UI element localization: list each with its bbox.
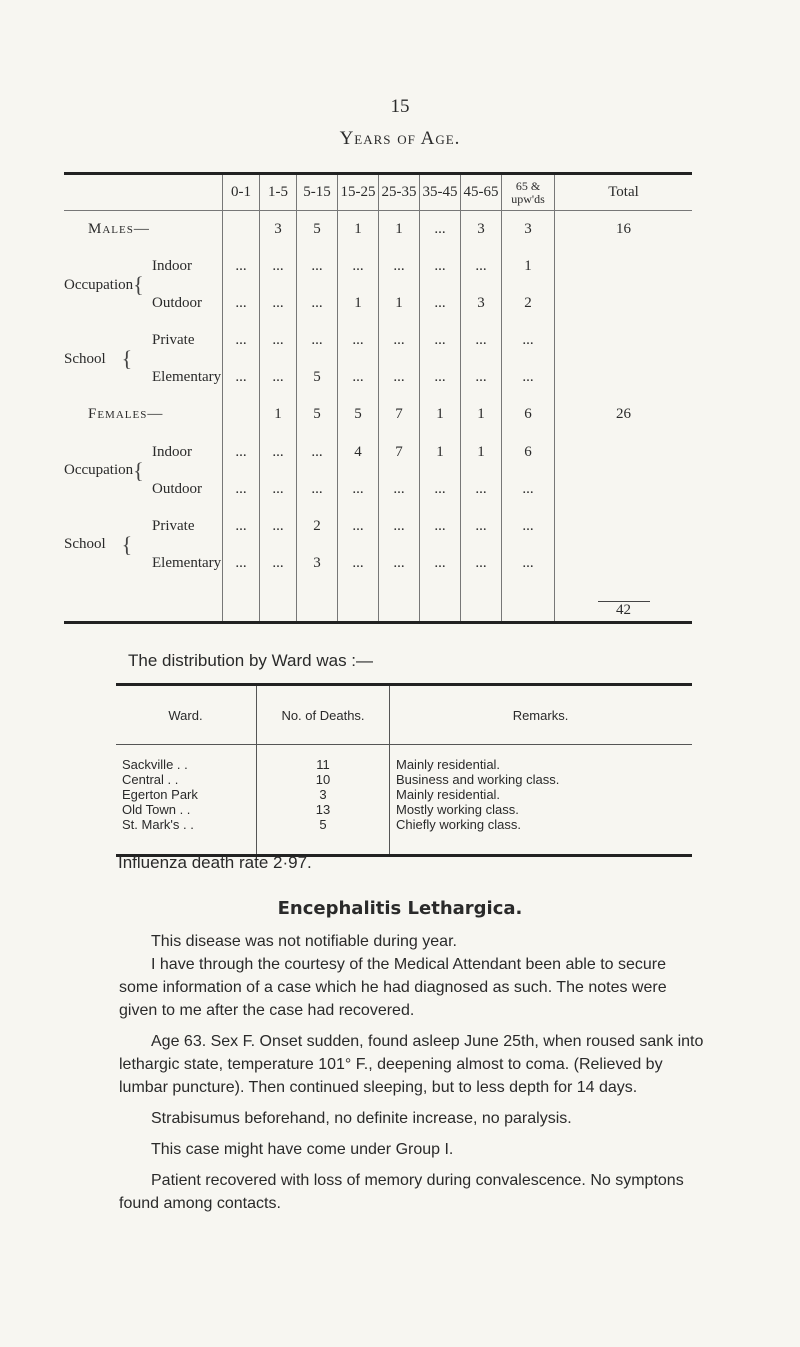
- row-label: Outdoor: [152, 480, 202, 497]
- col-header: 25-35: [379, 174, 420, 211]
- ward-name: Egerton Park: [122, 787, 198, 802]
- section-title: Encephalitis Lethargica.: [277, 898, 523, 919]
- age-cell: ...: [502, 359, 555, 396]
- row-label-header: [64, 174, 223, 211]
- table-row-total: [64, 582, 692, 623]
- col-header-65: [502, 174, 555, 211]
- age-cell: 5: [297, 211, 338, 249]
- age-cell: ...: [461, 545, 502, 582]
- influenza-rate: Influenza death rate 2·97.: [118, 853, 312, 872]
- age-cell: ...: [461, 322, 502, 359]
- brace-icon: {: [121, 346, 133, 372]
- table-row: [116, 787, 692, 802]
- brace-icon: {: [133, 272, 144, 298]
- age-cell: ...: [379, 471, 420, 508]
- row-total: [555, 322, 693, 359]
- deaths-header: No. of Deaths.: [257, 685, 390, 745]
- age-cell: ...: [297, 471, 338, 508]
- paragraph: I have through the courtesy of the Medical Attendant been able to secure some information of a case which he had diagnosed as such. The notes were given to me after the case had recovered.: [119, 956, 667, 1019]
- group-label: Occupation: [64, 462, 134, 479]
- age-cell: 1: [338, 211, 379, 249]
- table-row: [116, 817, 692, 856]
- age-cell: ...: [379, 359, 420, 396]
- age-cell: ...: [223, 322, 260, 359]
- row-label: Private: [152, 332, 195, 349]
- age-cell: ...: [338, 471, 379, 508]
- age-cell: ...: [461, 508, 502, 545]
- table-row: [64, 545, 692, 582]
- row-label: Males—: [88, 221, 150, 238]
- row-label: Elementary: [152, 554, 222, 571]
- age-cell: 2: [297, 508, 338, 545]
- ward-deaths: 13: [257, 802, 390, 817]
- table-row: [64, 508, 692, 545]
- age-cell: ...: [502, 508, 555, 545]
- age-cell: ...: [502, 545, 555, 582]
- age-cell: ...: [461, 359, 502, 396]
- age-cell: 3: [297, 545, 338, 582]
- age-cell: 1: [461, 433, 502, 470]
- age-cell: 3: [461, 211, 502, 249]
- col-header: 1-5: [260, 174, 297, 211]
- table-row: [64, 211, 692, 249]
- age-cell: ...: [461, 471, 502, 508]
- age-cell: 2: [502, 285, 555, 322]
- ward-deaths: 10: [257, 772, 390, 787]
- age-cell: 4: [338, 433, 379, 470]
- age-cell: ...: [223, 545, 260, 582]
- age-cell: 1: [420, 433, 461, 470]
- age-cell: ...: [502, 471, 555, 508]
- ward-deaths: 5: [257, 817, 390, 856]
- age-cell: 1: [420, 396, 461, 433]
- col-header-total: Total: [555, 174, 693, 211]
- ward-name: Old Town . .: [122, 802, 191, 817]
- table-row: [64, 396, 692, 433]
- row-total: [555, 508, 693, 545]
- age-cell: ...: [420, 285, 461, 322]
- paragraph: Strabisumus beforehand, no definite increase, no paralysis.: [151, 1110, 572, 1127]
- age-cell: ...: [260, 433, 297, 470]
- ward-remarks: Business and working class.: [396, 772, 560, 787]
- brace-icon: {: [133, 457, 144, 483]
- table-row: [64, 248, 692, 285]
- age-cell: 5: [297, 359, 338, 396]
- age-cell: 1: [260, 396, 297, 433]
- group-label: Occupation: [64, 276, 134, 293]
- age-cell: 1: [379, 285, 420, 322]
- age-cell: ...: [223, 433, 260, 470]
- page-number: 15: [390, 96, 410, 117]
- ward-remarks: Mainly residential.: [396, 757, 501, 772]
- age-cell: ...: [260, 545, 297, 582]
- age-cell: 1: [461, 396, 502, 433]
- age-cell: ...: [420, 545, 461, 582]
- age-cell: 1: [338, 285, 379, 322]
- group-label: School: [64, 350, 106, 367]
- table-row: [64, 433, 692, 470]
- age-cell: ...: [223, 471, 260, 508]
- age-cell: ...: [379, 322, 420, 359]
- col-header: 5-15: [297, 174, 338, 211]
- ward-deaths: 3: [257, 787, 390, 802]
- age-table: [64, 172, 692, 624]
- ward-remarks: Chiefly working class.: [390, 817, 693, 856]
- table-row: [116, 802, 692, 817]
- age-cell: 3: [260, 211, 297, 249]
- age-cell: ...: [260, 248, 297, 285]
- age-cell: ...: [379, 545, 420, 582]
- row-label: Females—: [88, 406, 164, 423]
- col-header-65-bottom: upw'ds: [511, 191, 545, 206]
- group-label: School: [64, 536, 106, 553]
- row-total: [555, 545, 693, 582]
- ward-name: Central . .: [122, 772, 179, 787]
- age-cell: ...: [379, 508, 420, 545]
- row-total: 26: [555, 396, 693, 433]
- age-cell: ...: [297, 248, 338, 285]
- paragraph: Patient recovered with loss of memory during convalescence. No symptons found among contacts.: [119, 1172, 684, 1212]
- age-cell: ...: [338, 359, 379, 396]
- age-cell: ...: [502, 322, 555, 359]
- age-cell: ...: [297, 285, 338, 322]
- age-cell: 3: [502, 211, 555, 249]
- age-cell: ...: [223, 508, 260, 545]
- age-cell: ...: [260, 285, 297, 322]
- age-cell: 6: [502, 433, 555, 470]
- age-cell: ...: [420, 322, 461, 359]
- age-cell: ...: [338, 508, 379, 545]
- row-label: Outdoor: [152, 295, 202, 312]
- age-cell: ...: [338, 545, 379, 582]
- ward-table: [116, 683, 692, 857]
- age-cell: ...: [461, 248, 502, 285]
- row-total: [555, 433, 693, 470]
- age-cell: ...: [420, 211, 461, 249]
- age-cell: ...: [338, 248, 379, 285]
- row-total: [555, 248, 693, 285]
- row-label: Indoor: [152, 258, 192, 275]
- table-row: [64, 285, 692, 322]
- table-row: [64, 359, 692, 396]
- table-row: [116, 772, 692, 787]
- age-cell: 3: [461, 285, 502, 322]
- age-cell: [223, 211, 260, 249]
- paragraph: This disease was not notifiable during year.: [151, 933, 457, 950]
- row-label: Elementary: [152, 369, 222, 386]
- age-cell: ...: [260, 322, 297, 359]
- ward-header: Ward.: [116, 685, 257, 745]
- age-cell: 1: [379, 211, 420, 249]
- paragraph: This case might have come under Group I.: [151, 1141, 454, 1158]
- age-cell: ...: [260, 508, 297, 545]
- table-row: [64, 322, 692, 359]
- age-cell: [223, 396, 260, 433]
- age-cell: ...: [420, 508, 461, 545]
- age-cell: ...: [297, 322, 338, 359]
- age-cell: ...: [420, 359, 461, 396]
- age-cell: ...: [223, 285, 260, 322]
- brace-icon: {: [121, 531, 133, 557]
- remarks-header: Remarks.: [390, 685, 693, 745]
- ward-name: Sackville . .: [122, 757, 188, 772]
- row-total: 16: [555, 211, 693, 249]
- age-cell: 5: [338, 396, 379, 433]
- body-text: [119, 930, 709, 1215]
- age-cell: ...: [223, 248, 260, 285]
- ward-name: St. Mark's . .: [116, 817, 257, 856]
- table-row: [64, 471, 692, 508]
- age-cell: ...: [297, 433, 338, 470]
- age-cell: 5: [297, 396, 338, 433]
- col-header: 45-65: [461, 174, 502, 211]
- row-label: Private: [152, 517, 195, 534]
- col-header-65-top: 65 &: [515, 178, 541, 193]
- ward-deaths: 11: [257, 745, 390, 773]
- row-label: Indoor: [152, 443, 192, 460]
- ward-remarks: Mainly residential.: [396, 787, 501, 802]
- age-cell: 1: [502, 248, 555, 285]
- age-cell: 7: [379, 396, 420, 433]
- col-header: 35-45: [420, 174, 461, 211]
- age-cell: 6: [502, 396, 555, 433]
- age-cell: ...: [260, 359, 297, 396]
- table-heading: Years of Age.: [339, 128, 461, 149]
- table-row: [116, 745, 692, 773]
- row-total: [555, 471, 693, 508]
- ward-caption: The distribution by Ward was :—: [128, 651, 374, 670]
- col-header: 0-1: [223, 174, 260, 211]
- age-cell: ...: [379, 248, 420, 285]
- row-total: [555, 359, 693, 396]
- age-cell: ...: [260, 471, 297, 508]
- age-cell: ...: [338, 322, 379, 359]
- age-cell: ...: [420, 248, 461, 285]
- age-cell: ...: [420, 471, 461, 508]
- ward-remarks: Mostly working class.: [396, 802, 519, 817]
- row-total: [555, 285, 693, 322]
- age-cell: ...: [223, 359, 260, 396]
- paragraph: Age 63. Sex F. Onset sudden, found asleep June 25th, when roused sank into lethargic state, temperature 101° F., deepening almost to coma. (Relieved by lumbar puncture). Then continued sleeping, but to less depth for 14 days.: [119, 1033, 704, 1096]
- grand-total: 42: [598, 601, 650, 619]
- col-header: 15-25: [338, 174, 379, 211]
- age-cell: 7: [379, 433, 420, 470]
